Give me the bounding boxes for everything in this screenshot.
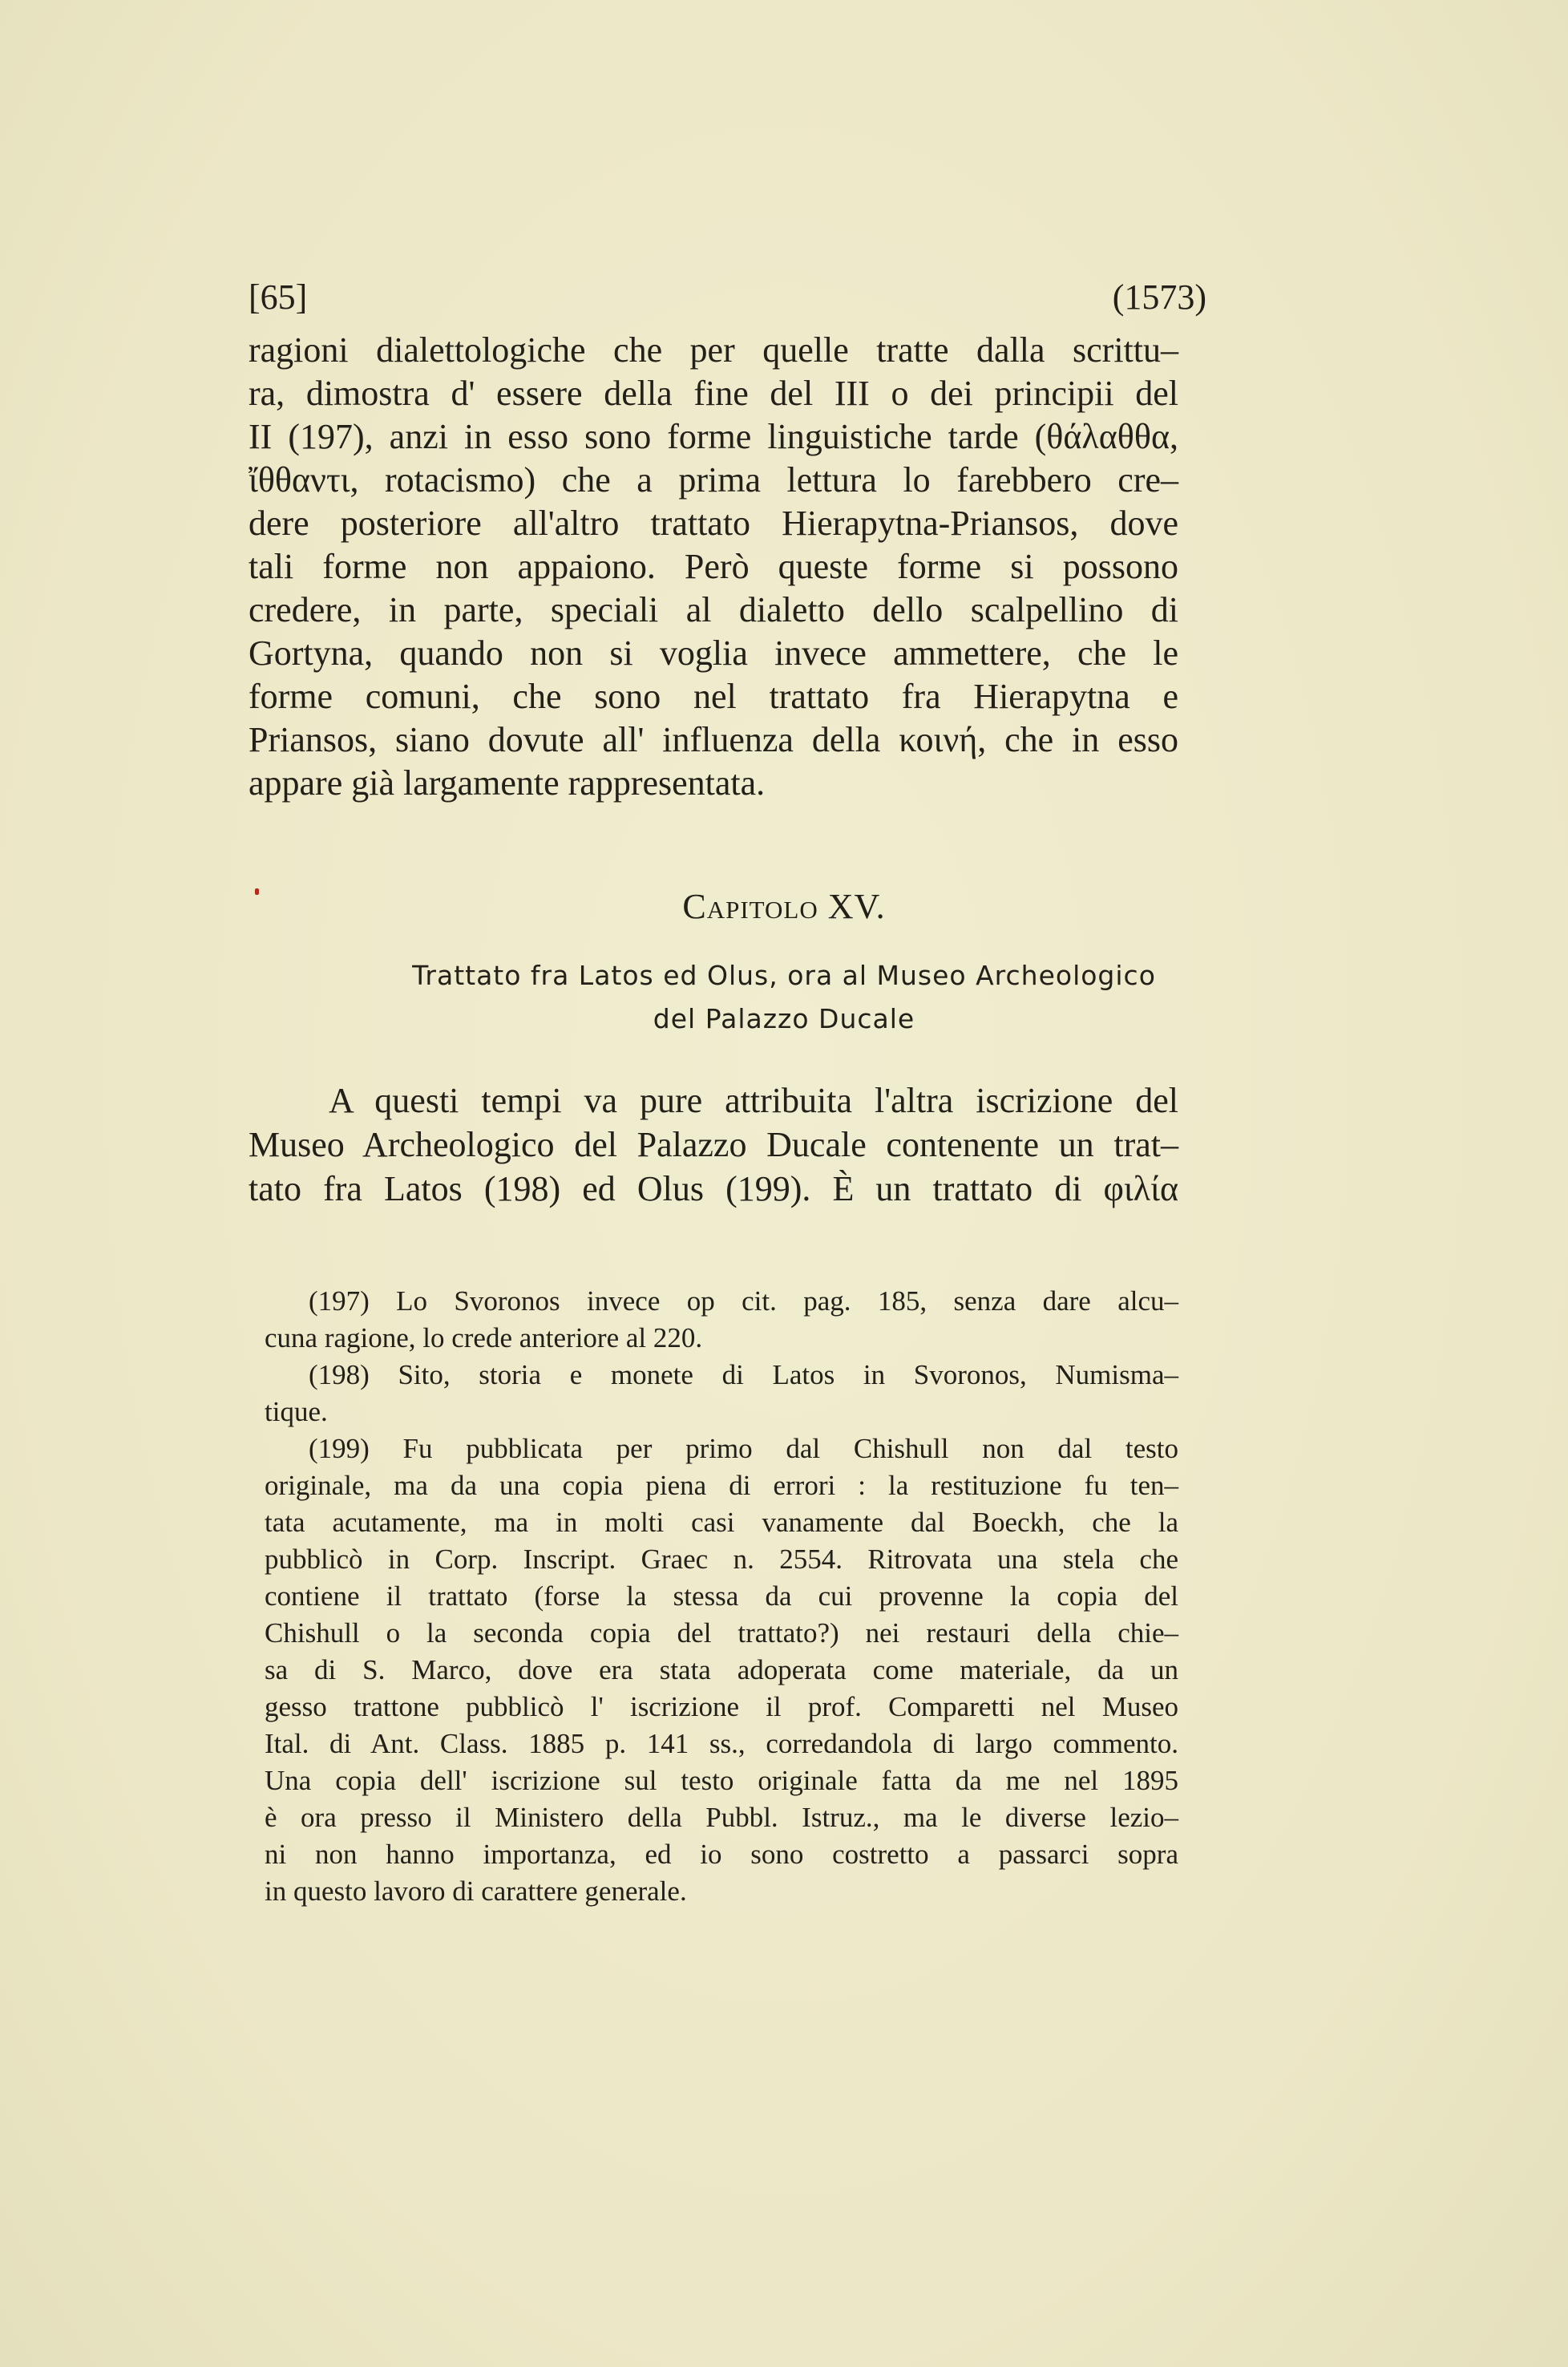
text-line: A questi tempi va pure attribuita l'altra iscrizione del — [329, 1081, 1178, 1120]
footnote-line: (197) Lo Svoronos invece op cit. pag. 185, senza dare alcu– — [309, 1285, 1178, 1317]
footnote-line: è ora presso il Ministero della Pubbl. Istruz., ma le diverse lezio– — [265, 1802, 1178, 1833]
section-title-line: del Palazzo Ducale — [653, 1003, 915, 1034]
footnote-line: Ital. di Ant. Class. 1885 p. 141 ss., corredandola di largo commento. — [265, 1728, 1178, 1759]
section-title-line: Trattato fra Latos ed Olus, ora al Museo Archeologico — [412, 960, 1156, 991]
page-number-left: [65] — [249, 277, 308, 317]
footnote-line: (198) Sito, storia e monete di Latos in Svoronos, Numisma– — [309, 1359, 1178, 1390]
footnote-line: tata acutamente, ma in molti casi vanamente dal Boeckh, che la — [265, 1507, 1178, 1538]
text-line: Gortyna, quando non si voglia invece ammettere, che le — [249, 633, 1178, 673]
footnote-line: Una copia dell' iscrizione sul testo originale fatta da me nel 1895 — [265, 1765, 1178, 1796]
footnotes — [265, 1283, 1178, 1910]
paragraph-1 — [249, 329, 1178, 805]
text-line: II (197), anzi in esso sono forme linguistiche tarde (θάλαθθα, — [249, 417, 1178, 456]
footnote-line: contiene il trattato (forse la stessa da cui provenne la copia del — [265, 1580, 1178, 1612]
footnote-line: ni non hanno importanza, ed io sono costretto a passarci sopra — [265, 1839, 1178, 1870]
text-line: tali forme non appaiono. Però queste forme si possono — [249, 547, 1178, 586]
text-line: tato fra Latos (198) ed Olus (199). È un trattato di φιλία — [249, 1169, 1178, 1208]
text-line: dere posteriore all'altro trattato Hierapytna-Priansos, dove — [249, 504, 1178, 543]
paragraph-2 — [249, 1078, 1178, 1211]
text-line: forme comuni, che sono nel trattato fra Hierapytna e — [249, 677, 1178, 716]
text-line: appare già largamente rappresentata. — [249, 763, 766, 803]
text-line: ra, dimostra d' essere della fine del III o dei principii del — [249, 374, 1178, 413]
page-number-right: (1573) — [1112, 277, 1206, 317]
footnote-line: gesso trattone pubblicò l' iscrizione il prof. Comparetti nel Museo — [265, 1691, 1178, 1722]
chapter-number: XV. — [827, 887, 886, 926]
text-line: Museo Archeologico del Palazzo Ducale contenente un trat– — [249, 1125, 1178, 1164]
footnote-line: in questo lavoro di carattere generale. — [265, 1875, 687, 1907]
text-line: ἴθθαντι, rotacismo) che a prima lettura lo farebbero cre– — [249, 460, 1178, 500]
text-line: ragioni dialettologiche che per quelle tratte dalla scrittu– — [249, 330, 1178, 370]
chapter-prefix: Capitolo — [682, 887, 818, 926]
text-line: Priansos, siano dovute all' influenza della κοινή, che in esso — [249, 720, 1178, 759]
footnote-line: (199) Fu pubblicata per primo dal Chishull non dal testo — [309, 1433, 1178, 1464]
chapter-heading — [0, 886, 1568, 927]
footnote-line: Chishull o la seconda copia del trattato?) nei restauri della chie– — [265, 1617, 1178, 1649]
text-line: credere, in parte, speciali al dialetto dello scalpellino di — [249, 590, 1178, 629]
footnote-line: tique. — [265, 1396, 328, 1427]
footnote-line: cuna ragione, lo crede anteriore al 220. — [265, 1322, 703, 1353]
footnote-line: originale, ma da una copia piena di errori : la restituzione fu ten– — [265, 1470, 1178, 1501]
running-head — [249, 277, 1206, 325]
footnote-line: sa di S. Marco, dove era stata adoperata come materiale, da un — [265, 1654, 1178, 1685]
section-title — [0, 954, 1568, 1041]
footnote-line: pubblicò in Corp. Inscript. Graec n. 2554. Ritrovata una stela che — [265, 1544, 1178, 1575]
